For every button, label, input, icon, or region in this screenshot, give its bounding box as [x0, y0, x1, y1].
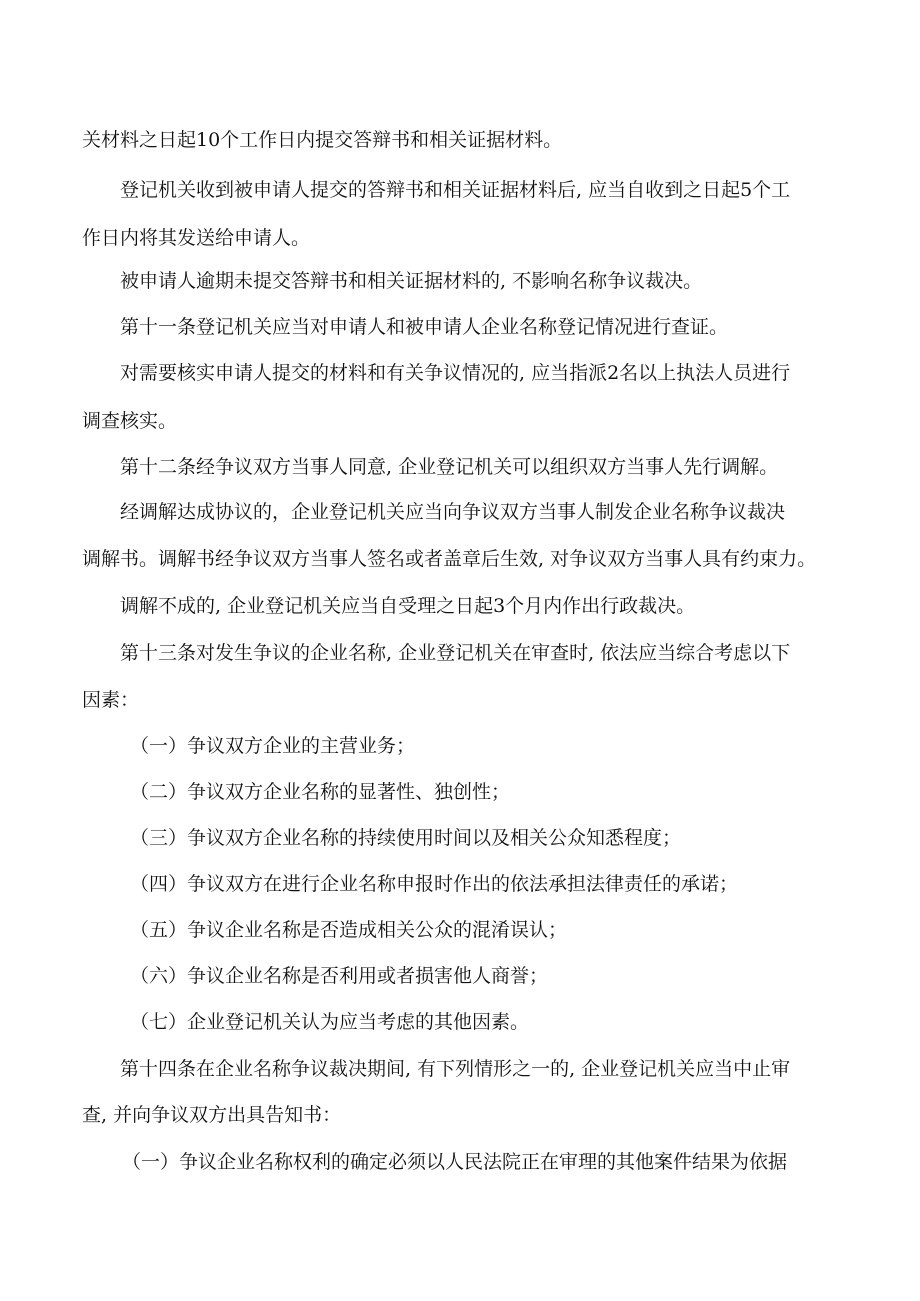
text-line: 登记机关收到被申请人提交的答辩书和相关证据材料后, 应当自收到之日起5个工	[120, 179, 791, 201]
text-line-continuation: 调查核实。	[82, 410, 178, 432]
list-item: （七）企业登记机关认为应当考虑的其他因素。	[130, 1011, 530, 1033]
list-item: （一）争议双方企业的主营业务；	[130, 735, 416, 757]
list-item: （五）争议企业名称是否造成相关公众的混淆误认；	[130, 919, 568, 941]
text-line-continuation: 关材料之日起10个工作日内提交答辩书和相关证据材料。	[82, 129, 563, 151]
article-twelve-line: 第十二条经争议双方当事人同意, 企业登记机关可以组织双方当事人先行调解。	[120, 456, 779, 478]
text-line-continuation: 作日内将其发送给申请人。	[82, 227, 311, 249]
list-item: （六）争议企业名称是否利用或者损害他人商誉；	[130, 965, 549, 987]
text-line: 经调解达成协议的，企业登记机关应当向争议双方当事人制发企业名称争议裁决	[120, 501, 786, 523]
text-line: 被申请人逾期未提交答辩书和相关证据材料的, 不影响名称争议裁决。	[120, 270, 703, 292]
list-item: （二）争议双方企业名称的显著性、独创性；	[130, 781, 511, 803]
article-fourteen-line: 第十四条在企业名称争议裁决期间, 有下列情形之一的, 企业登记机关应当中止审	[120, 1058, 791, 1080]
list-item: （一）争议企业名称权利的确定必须以人民法院正在审理的其他案件结果为依据	[122, 1151, 788, 1173]
text-line-continuation: 调解书。调解书经争议双方当事人签名或者盖章后生效, 对争议双方当事人具有约束力。	[82, 548, 817, 570]
text-line-continuation: 因素：	[82, 689, 140, 711]
text-line: 对需要核实申请人提交的材料和有关争议情况的, 应当指派2名以上执法人员进行	[120, 362, 791, 384]
text-line-continuation: 查, 并向争议双方出具告知书：	[82, 1104, 342, 1126]
article-thirteen-line: 第十三条对发生争议的企业名称, 企业登记机关在审查时, 依法应当综合考虑以下	[120, 642, 791, 664]
text-line: 调解不成的, 企业登记机关应当自受理之日起3个月内作出行政裁决。	[120, 595, 696, 617]
article-eleven-line: 第十一条登记机关应当对申请人和被申请人企业名称登记情况进行查证。	[120, 316, 729, 338]
list-item: （三）争议双方企业名称的持续使用时间以及相关公众知悉程度；	[130, 827, 682, 849]
list-item: （四）争议双方在进行企业名称申报时作出的依法承担法律责任的承诺；	[130, 873, 739, 895]
